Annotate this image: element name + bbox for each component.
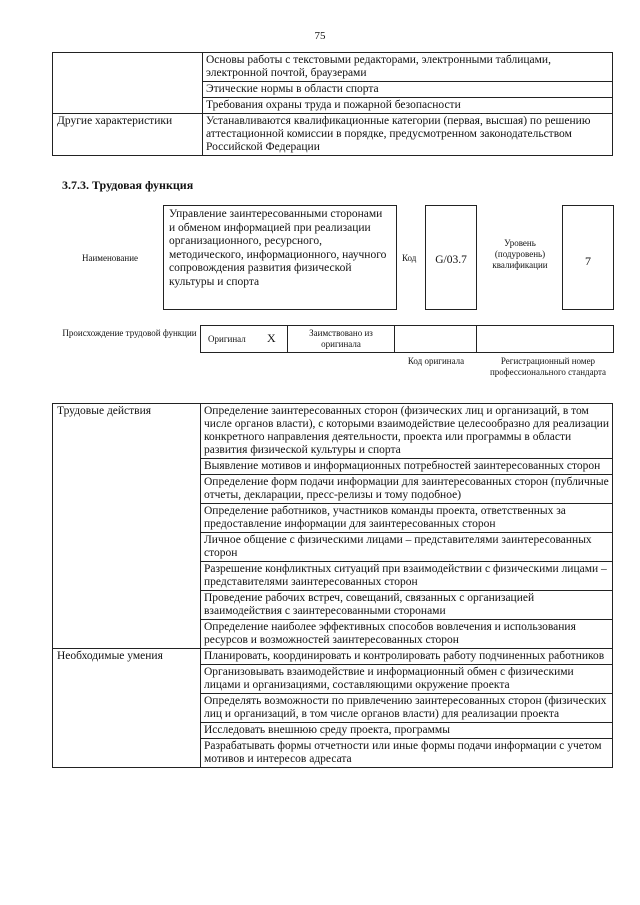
table-cell: Устанавливаются квалификационные категории (первая, высшая) по решению аттестационной комиссии в порядке, предусмотренном законодательством Российской Федерации [203,114,613,156]
table-cell: Определение наиболее эффективных способов вовлечения и использования ресурсов и возможностей заинтересованных сторон [201,620,613,649]
table-cell: Определение форм подачи информации для заинтересованных сторон (публичные отчеты, декларации, пресс-релизы и тому подобное) [201,475,613,504]
table-cell: Исследовать внешнюю среду проекта, программы [201,723,613,739]
table-cell: Определение работников, участников команды проекта, ответственных за предоставление информации для заинтересованных сторон [201,504,613,533]
table-row [53,649,613,665]
table-cell: Определять возможности по привлечению заинтересованных сторон (физических лиц и организаций, в том числе органов власти) для реализации проекта [201,694,613,723]
divider [476,325,477,353]
table-cell: Разрабатывать формы отчетности или иные формы подачи информации с учетом мотивов и интересов адресата [201,739,613,768]
section-title: 3.7.3. Трудовая функция [62,178,194,192]
borrowed-label: Заимствовано из оригинала [309,328,373,349]
function-name: Управление заинтересованными сторонами и обменом информацией при реализации организационного, ресурсного, методического, информационного, научного сопровождения развития физической культуры и спорта [169,208,387,288]
top-table [52,52,613,156]
reg-number-caption: Регистрационный номер профессионального стандарта [489,356,607,377]
original-label: Оригинал [208,334,246,344]
name-label: Наименование [81,253,139,263]
code-box [425,205,477,310]
table-cell: Определение заинтересованных сторон (физических лиц и организаций, в том числе органов власти), с которыми взаимодействие целесообразно для реализации конкретного направления деятельности, проекта или программы в области развития физической культуры и спорта [201,404,613,459]
origin-label: Происхождение трудовой функции [62,328,197,338]
row-label: Трудовые действия [53,404,201,649]
table-row [53,53,613,82]
table-cell: Личное общение с физическими лицами – представителями заинтересованных сторон [201,533,613,562]
table-cell: Требования охраны труда и пожарной безопасности [203,98,613,114]
row-label [53,53,203,114]
page-number: 75 [314,30,326,42]
table-cell: Проведение рабочих встреч, совещаний, связанных с организацией взаимодействия с заинтересованными сторонами [201,591,613,620]
table-cell: Этические нормы в области спорта [203,82,613,98]
row-label: Другие характеристики [53,114,203,156]
table-row [53,404,613,459]
origin-row [200,325,614,353]
table-row [53,114,613,156]
function-name-box [163,205,397,310]
original-mark: X [267,331,276,345]
level-value: 7 [585,254,591,268]
table-cell: Основы работы с текстовыми редакторами, электронными таблицами, электронной почтой, браузерами [203,53,613,82]
table-cell: Планировать, координировать и контролировать работу подчиненных работников [201,649,613,665]
divider [287,325,288,353]
main-table [52,403,613,768]
level-box [562,205,614,310]
row-label: Необходимые умения [53,649,201,768]
table-cell: Выявление мотивов и информационных потребностей заинтересованных сторон [201,459,613,475]
function-code: G/03.7 [435,254,467,266]
table-cell: Организовывать взаимодействие и информационный обмен с физическими лицами и организациями, составляющими окружение проекта [201,665,613,694]
level-label: Уровень (подуровень) квалификации [492,238,548,270]
code-label: Код [402,253,417,263]
original-code-caption: Код оригинала [407,356,465,366]
table-cell: Разрешение конфликтных ситуаций при взаимодействии с физическими лицами – представителями заинтересованных сторон [201,562,613,591]
divider [394,325,395,353]
